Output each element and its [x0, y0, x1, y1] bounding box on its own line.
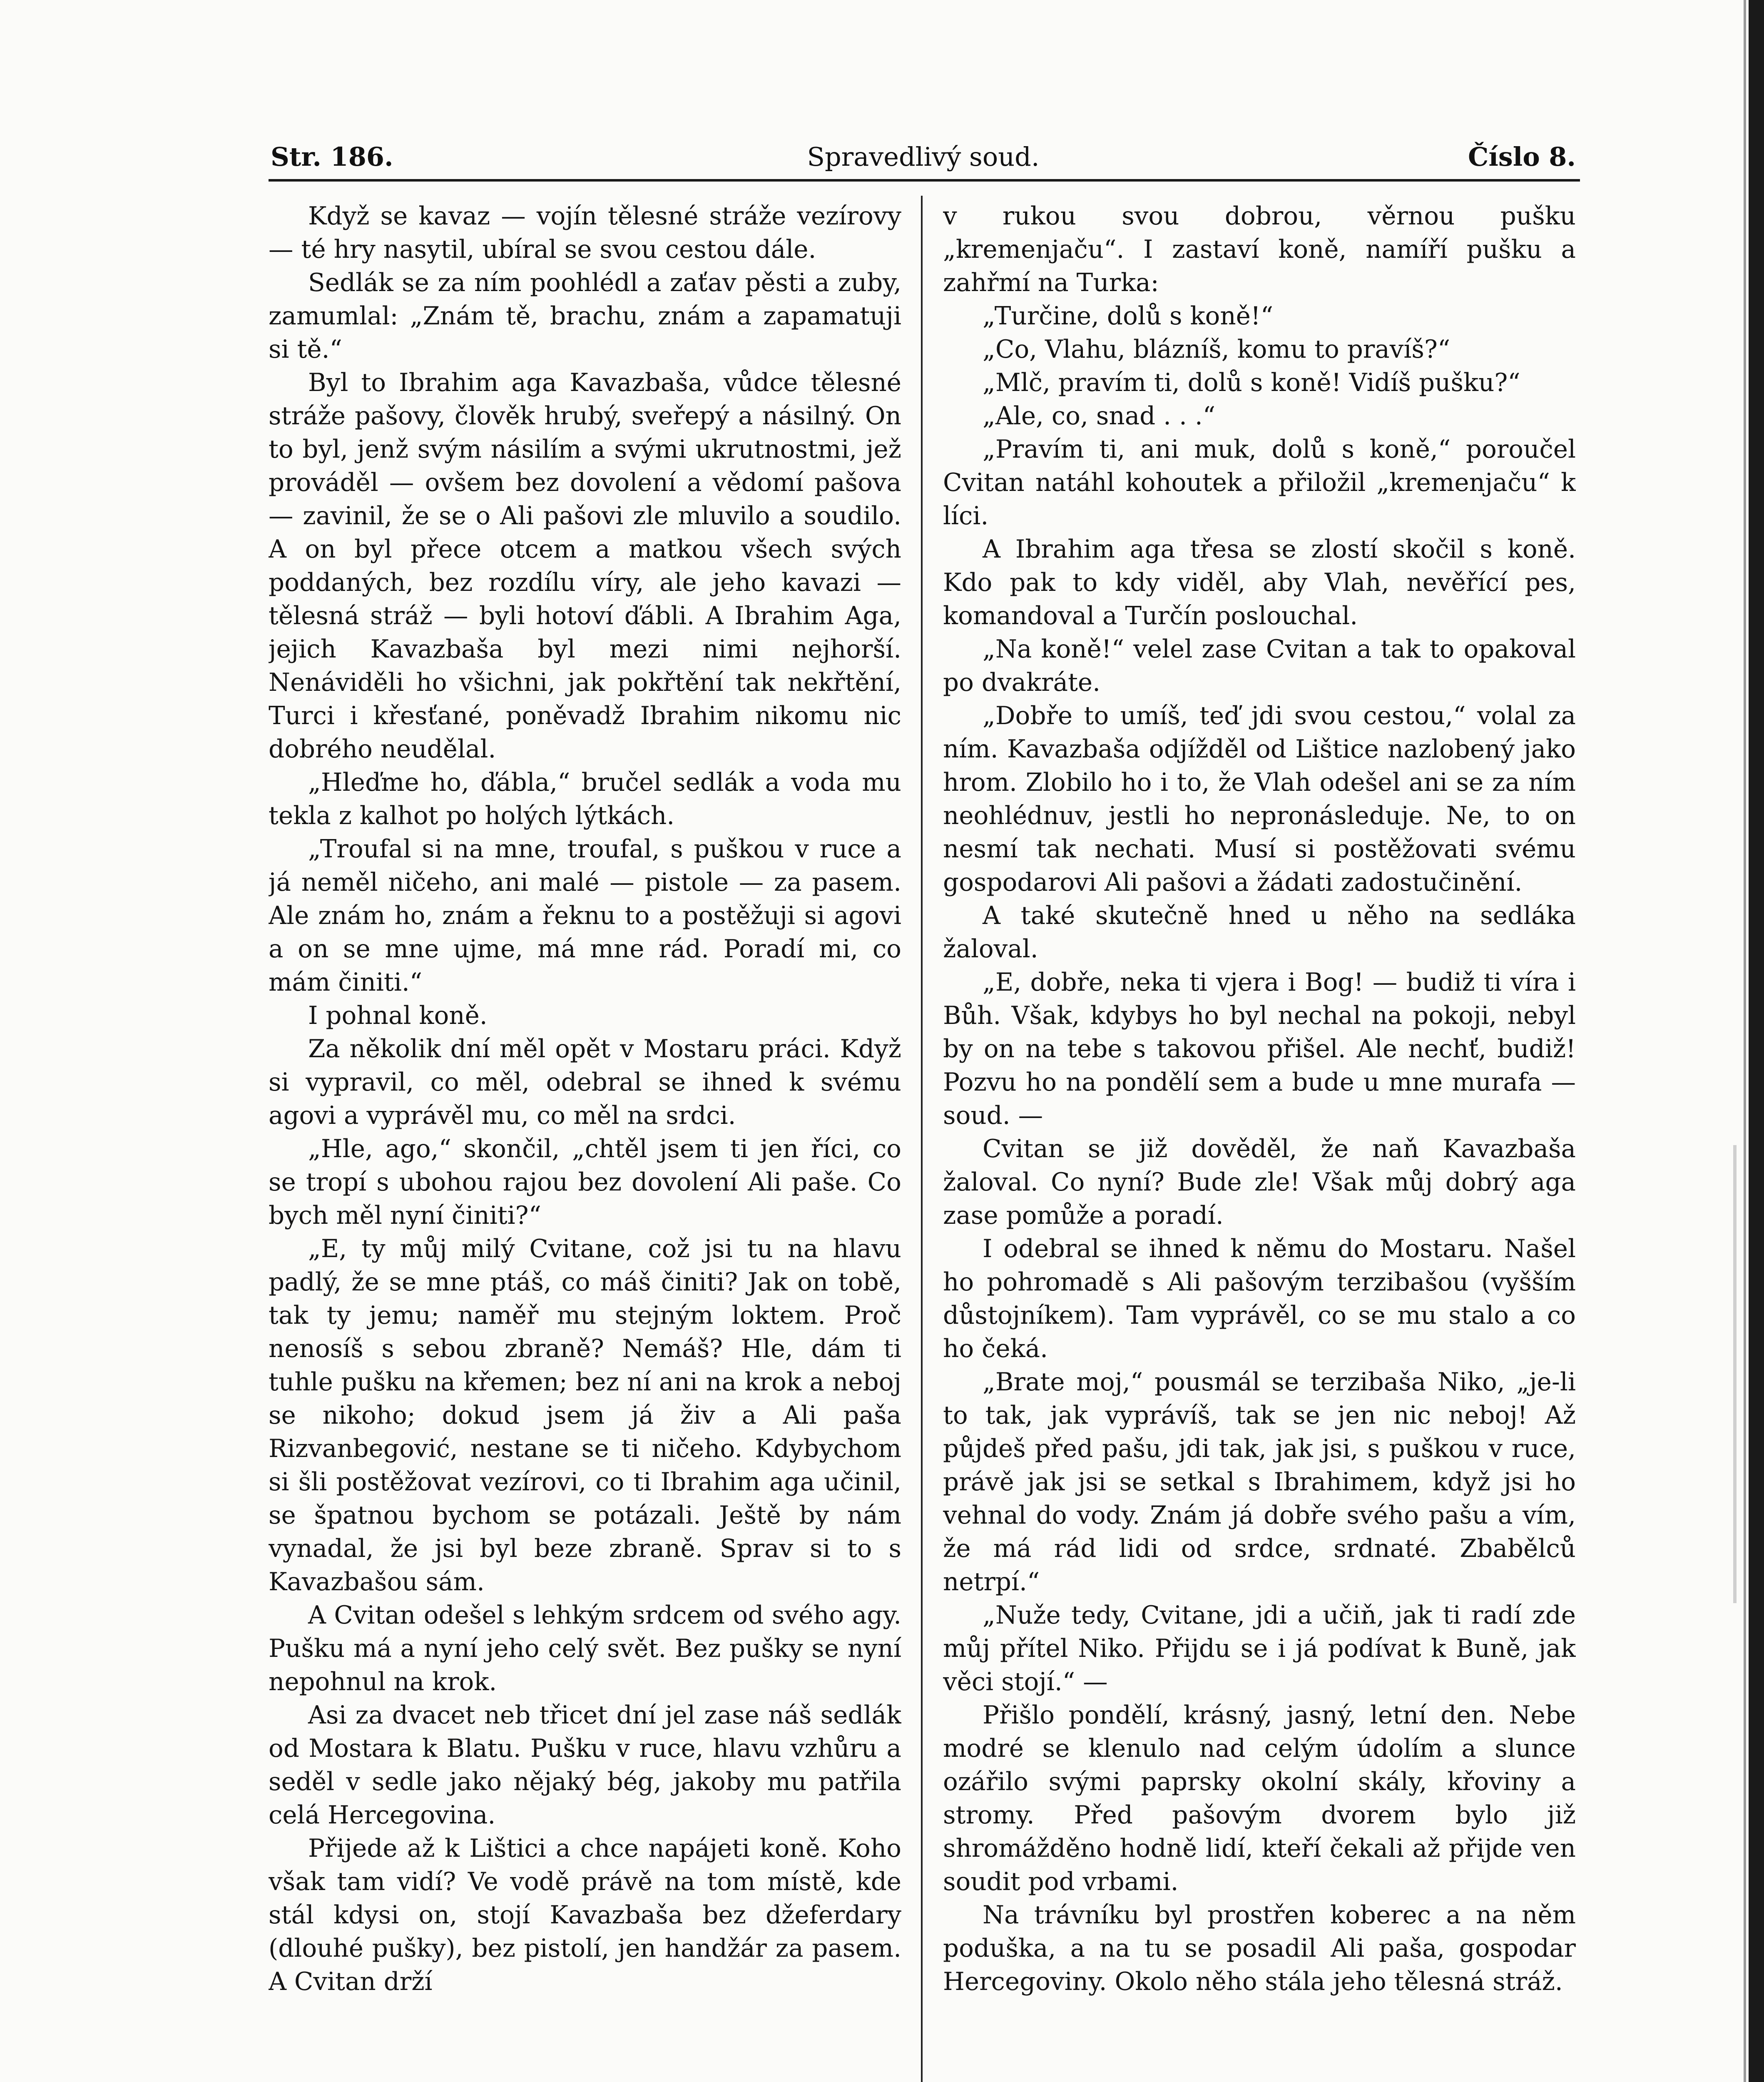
column-divider	[921, 196, 923, 2082]
paragraph: A Ibrahim aga třesa se zlostí skočil s koně. Kdo pak to kdy viděl, aby Vlah, nevěřící pes, komandoval a Turčín poslouchal.	[943, 535, 1576, 630]
paragraph: A také skutečně hned u něho na sedláka žaloval.	[943, 902, 1576, 964]
paragraph: Sedlák se za ním poohlédl a zaťav pěsti a zuby, zamumlal: „Znám tě, brachu, znám a zapamatuji si tě.“	[269, 269, 901, 364]
header-rule	[269, 179, 1580, 182]
paragraph: „Na koně!“ velel zase Cvitan a tak to opakoval po dvakráte.	[943, 635, 1576, 697]
paragraph: A Cvitan odešel s lehkým srdcem od svého agy. Pušku má a nyní jeho celý svět. Bez pušky se nyní nepohnul na krok.	[269, 1601, 901, 1696]
paragraph: Když se kavaz — vojín tělesné stráže vezírovy — té hry nasytil, ubíral se svou cestou dále.	[269, 202, 901, 264]
page-title: Spravedlivý soud.	[807, 142, 1040, 172]
paragraph: I odebral se ihned k němu do Mostaru. Našel ho pohromadě s Ali pašovým terzibašou (vyšším důstojníkem). Tam vyprávěl, co se mu stalo a co ho čeká.	[943, 1235, 1576, 1363]
paragraph: „Mlč, pravím ti, dolů s koně! Vidíš pušku?“	[983, 369, 1520, 397]
right-column	[943, 200, 1576, 2082]
paragraph: v rukou svou dobrou, věrnou pušku „kremenjaču“. I zastaví koně, namíří pušku a zahřmí na Turka:	[943, 202, 1576, 297]
paragraph: Byl to Ibrahim aga Kavazbaša, vůdce tělesné stráže pašovy, člověk hrubý, sveřepý a násilný. On to byl, jenž svým násilím a svými ukrutnostmi, jež prováděl — ovšem bez dovolení a vědomí pašova — zavinil, že se o Ali pašovi zle mluvilo a soudilo. A on byl přece otcem a matkou všech svých poddaných, bez rozdílu víry, ale jeho kavazi — tělesná stráž — byli hotoví ďábli. A Ibrahim Aga, jejich Kavazbaša byl mezi nimi nejhorší. Nenáviděli ho všichni, jak pokřtění tak nekřtění, Turci i křesťané, poněvadž Ibrahim nikomu nic dobrého neudělal.	[269, 369, 901, 764]
paragraph: „E, dobře, neka ti vjera i Bog! — budiž ti víra i Bůh. Však, kdybys ho byl nechal na pokoji, nebyl by on na tebe s takovou přišel. Ale nechť, budiž! Pozvu ho na pondělí sem a bude u mne murafa — soud. —	[943, 968, 1576, 1130]
paragraph: „Co, Vlahu, blázníš, komu to pravíš?“	[983, 335, 1451, 364]
scan-edge-border	[1749, 0, 1764, 2082]
paragraph: „Pravím ti, ani muk, dolů s koně,“ poroučel Cvitan natáhl kohoutek a přiložil „kremenjaču“ k líci.	[943, 435, 1576, 530]
paragraph: Za několik dní měl opět v Mostaru práci. Když si vypravil, co měl, odebral se ihned k svému agovi a vyprávěl mu, co měl na srdci.	[269, 1035, 901, 1130]
scan-edge-shadow	[1744, 0, 1746, 2082]
issue-number: Číslo 8.	[1468, 142, 1576, 172]
paragraph: „Hleďme ho, ďábla,“ bručel sedlák a voda mu tekla z kalhot po holých lýtkách.	[269, 768, 901, 830]
paragraph: I pohnal koně.	[308, 1001, 488, 1030]
paragraph: „E, ty můj milý Cvitane, což jsi tu na hlavu padlý, že se mne ptáš, co máš činiti? Jak on tobě, tak ty jemu; naměř mu stejným loktem. Proč nenosíš s sebou zbraně? Nemáš? Hle, dám ti tuhle pušku na křemen; bez ní ani na krok a neboj se nikoho; dokud jsem já živ a Ali paša Rizvanbegović, nestane se ti ničeho. Kdybychom si šli postěžovat vezírovi, co ti Ibrahim aga učinil, se špatnou bychom se potázali. Ještě by nám vynadal, že jsi byl beze zbraně. Sprav si to s Kavazbašou sám.	[269, 1235, 901, 1596]
scan-edge-mark	[1733, 1145, 1737, 1603]
paragraph: Asi za dvacet neb třicet dní jel zase náš sedlák od Mostara k Blatu. Pušku v ruce, hlavu vzhůru a seděl v sedle jako nějaký bég, jakoby mu patřila celá Hercegovina.	[269, 1701, 901, 1830]
paragraph: „Brate moj,“ pousmál se terzibaša Niko, „je-li to tak, jak vyprávíš, tak se jen nic neboj! Až půjdeš před pašu, jdi tak, jak jsi, s puškou v ruce, právě jak jsi se setkal s Ibrahimem, když jsi ho vehnal do vody. Znám já dobře svého pašu a vím, že má rád lidi od srdce, srdnaté. Zbabělců netrpí.“	[943, 1368, 1576, 1596]
paragraph: „Ale, co, snad . . .“	[983, 402, 1216, 431]
paragraph: Na trávníku byl prostřen koberec a na něm poduška, a na tu se posadil Ali paša, gospodar Hercegoviny. Okolo něho stála jeho tělesná stráž.	[943, 1901, 1576, 1996]
paragraph: Přišlo pondělí, krásný, jasný, letní den. Nebe modré se klenulo nad celým údolím a slunce ozářilo svými paprsky okolní skály, křoviny a stromy. Před pašovým dvorem bylo již shromážděno hodně lidí, kteří čekali až přijde ven soudit pod vrbami.	[943, 1701, 1576, 1896]
paragraph: „Dobře to umíš, teď jdi svou cestou,“ volal za ním. Kavazbaša odjížděl od Lištice nazlobený jako hrom. Zlobilo ho i to, že Vlah odešel ani se za ním neohlédnuv, jestli ho nepronásleduje. Ne, to on nesmí tak nechati. Musí si postěžovati svému gospodarovi Ali pašovi a žádati zadostučinění.	[943, 702, 1576, 897]
page-number: Str. 186.	[271, 142, 393, 172]
paragraph: „Troufal si na mne, troufal, s puškou v ruce a já neměl ničeho, ani malé — pistole — za pasem. Ale znám ho, znám a řeknu to a postěžuji si agovi a on se mne ujme, má mne rád. Poradí mi, co mám činiti.“	[269, 835, 901, 997]
paragraph: „Turčine, dolů s koně!“	[983, 302, 1274, 331]
paragraph: „Hle, ago,“ skončil, „chtěl jsem ti jen říci, co se tropí s ubohou rajou bez dovolení Ali paše. Co bych měl nyní činiti?“	[269, 1135, 901, 1230]
paragraph: Cvitan se již dověděl, že naň Kavazbaša žaloval. Co nyní? Bude zle! Však můj dobrý aga zase pomůže a poradí.	[943, 1135, 1576, 1230]
paragraph: Přijede až k Lištici a chce napájeti koně. Koho však tam vidí? Ve vodě právě na tom místě, kde stál kdysi on, stojí Kavazbaša bez džeferdary (dlouhé pušky), bez pistolí, jen handžár za pasem. A Cvitan drží	[269, 1834, 901, 1996]
left-column	[269, 200, 901, 2082]
running-header	[271, 137, 1576, 179]
paragraph: „Nuže tedy, Cvitane, jdi a učiň, jak ti radí zde můj přítel Niko. Přijdu se i já podívat k Buně, jak věci stojí.“ —	[943, 1601, 1576, 1696]
